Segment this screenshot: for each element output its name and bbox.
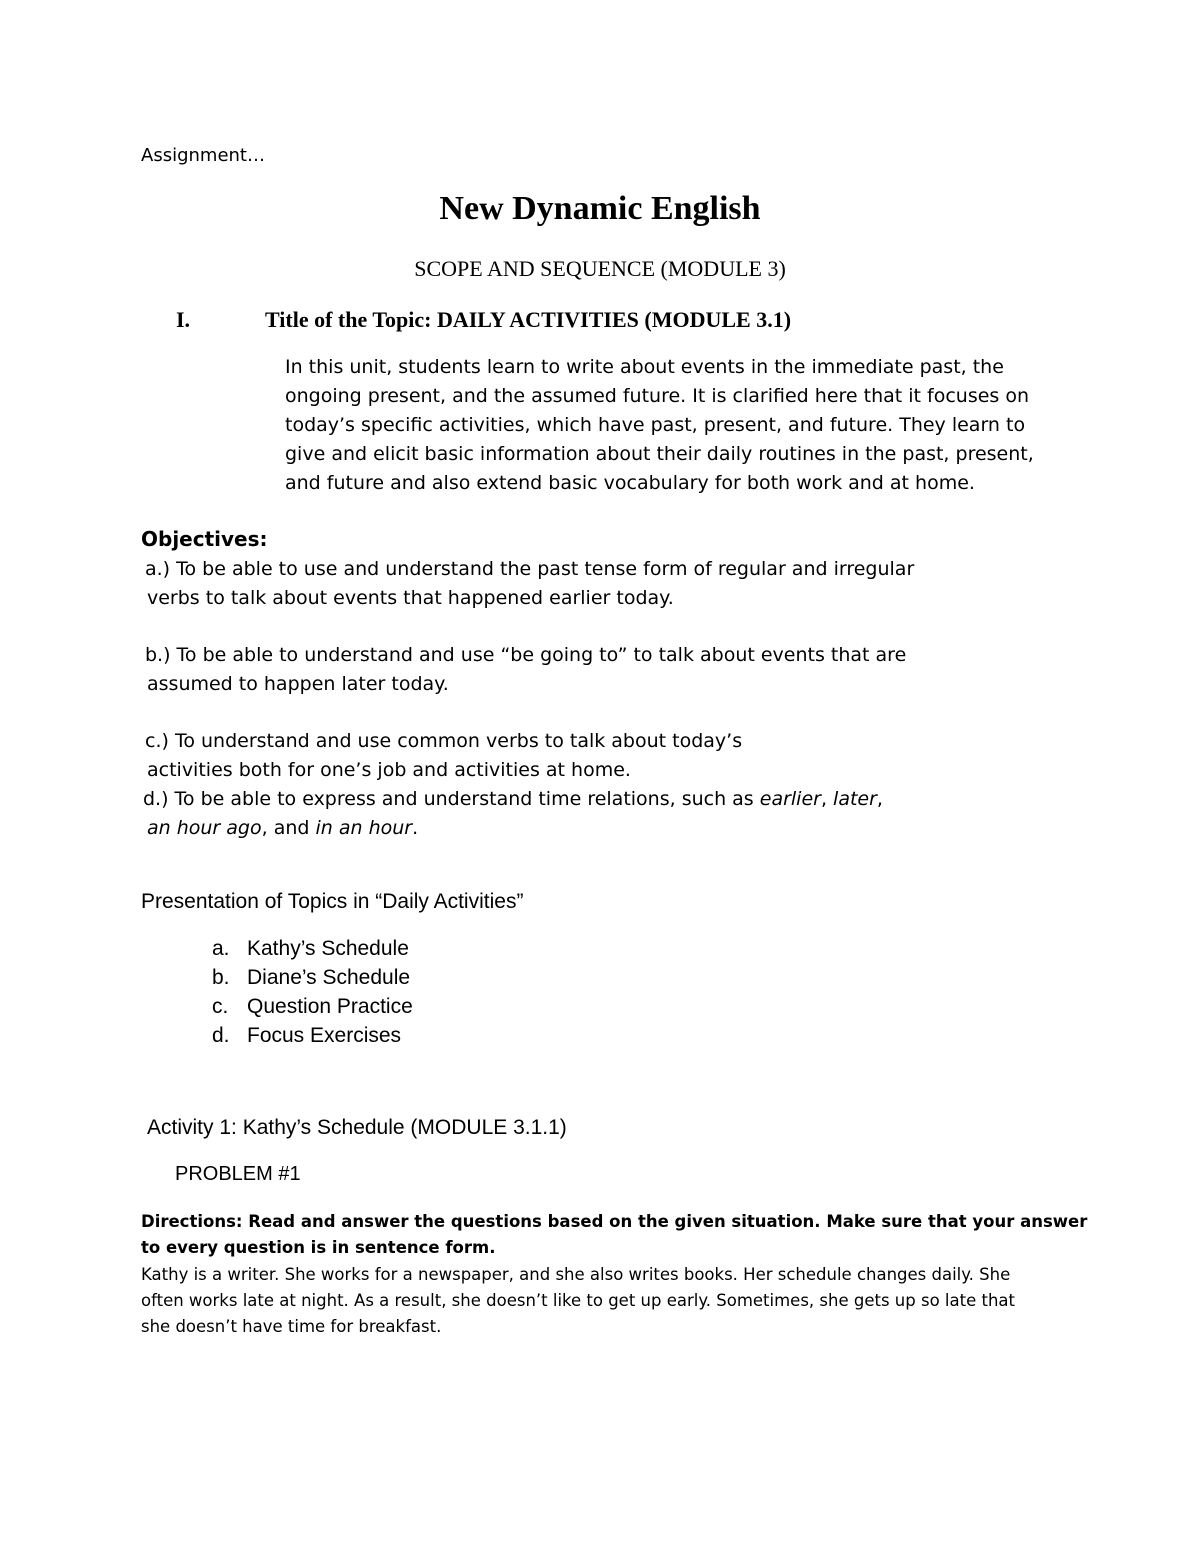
description-line: today’s specific activities, which have past, present, and future. They learn to bbox=[285, 414, 1026, 436]
objective-text: d.) To be able to express and understand time relations, such as bbox=[143, 788, 760, 810]
assignment-label: Assignment… bbox=[141, 145, 265, 166]
topic-heading: Title of the Topic: DAILY ACTIVITIES (MODULE 3.1) bbox=[265, 307, 792, 332]
term-later: later bbox=[833, 788, 877, 810]
objective-text: , bbox=[876, 788, 883, 810]
list-marker: c. bbox=[212, 995, 229, 1018]
situation-line: Kathy is a writer. She works for a newspaper, and she also writes books. Her schedule changes daily. She bbox=[141, 1265, 1011, 1284]
term-an-hour-ago: an hour ago bbox=[147, 817, 262, 839]
objective-line: verbs to talk about events that happened earlier today. bbox=[147, 587, 674, 609]
list-item-label: Diane’s Schedule bbox=[247, 966, 411, 989]
directions-line: to every question is in sentence form. bbox=[141, 1238, 496, 1257]
situation-line: she doesn’t have time for breakfast. bbox=[141, 1317, 442, 1336]
objective-line bbox=[147, 817, 418, 839]
list-item-label: Question Practice bbox=[247, 995, 413, 1018]
objective-text: . bbox=[412, 817, 419, 839]
description-line: ongoing present, and the assumed future. It is clarified here that it focuses on bbox=[285, 385, 1030, 407]
objective-text: , and bbox=[261, 817, 316, 839]
list-item bbox=[212, 937, 409, 961]
problem-label: PROBLEM #1 bbox=[175, 1163, 301, 1185]
list-item bbox=[212, 1024, 401, 1048]
term-earlier: earlier bbox=[759, 788, 821, 810]
list-marker: d. bbox=[212, 1024, 230, 1047]
objective-text: , bbox=[820, 788, 834, 810]
objective-line: a.) To be able to use and understand the past tense form of regular and irregular bbox=[145, 558, 915, 580]
list-item-label: Kathy’s Schedule bbox=[247, 937, 409, 960]
description-line: give and elicit basic information about their daily routines in the past, present, bbox=[285, 443, 1034, 465]
list-item-label: Focus Exercises bbox=[247, 1024, 402, 1047]
directions-line: Directions: Read and answer the questions based on the given situation. Make sure that your answer bbox=[141, 1212, 1088, 1231]
topic-numeral: I. bbox=[176, 307, 191, 332]
document-title: New Dynamic English bbox=[439, 190, 761, 227]
situation-line: often works late at night. As a result, she doesn’t like to get up early. Sometimes, she gets up so late that bbox=[141, 1291, 1015, 1310]
document-subtitle: SCOPE AND SEQUENCE (MODULE 3) bbox=[414, 256, 786, 281]
list-item bbox=[212, 966, 410, 990]
objective-line: c.) To understand and use common verbs to talk about today’s bbox=[145, 730, 743, 752]
description-line: In this unit, students learn to write about events in the immediate past, the bbox=[285, 356, 1004, 378]
activity-heading: Activity 1: Kathy’s Schedule (MODULE 3.1.1) bbox=[147, 1116, 567, 1139]
list-item bbox=[212, 995, 413, 1019]
objectives-label: Objectives: bbox=[141, 527, 268, 551]
description-line: and future and also extend basic vocabulary for both work and at home. bbox=[285, 472, 975, 494]
term-in-an-hour: in an hour bbox=[315, 817, 413, 839]
objective-line: activities both for one’s job and activities at home. bbox=[147, 759, 631, 781]
list-marker: b. bbox=[212, 966, 230, 989]
objective-line bbox=[143, 788, 883, 810]
objective-line: b.) To be able to understand and use “be going to” to talk about events that are bbox=[145, 644, 907, 666]
objective-line: assumed to happen later today. bbox=[147, 673, 449, 695]
list-marker: a. bbox=[212, 937, 230, 960]
presentation-heading: Presentation of Topics in “Daily Activities” bbox=[141, 890, 524, 913]
